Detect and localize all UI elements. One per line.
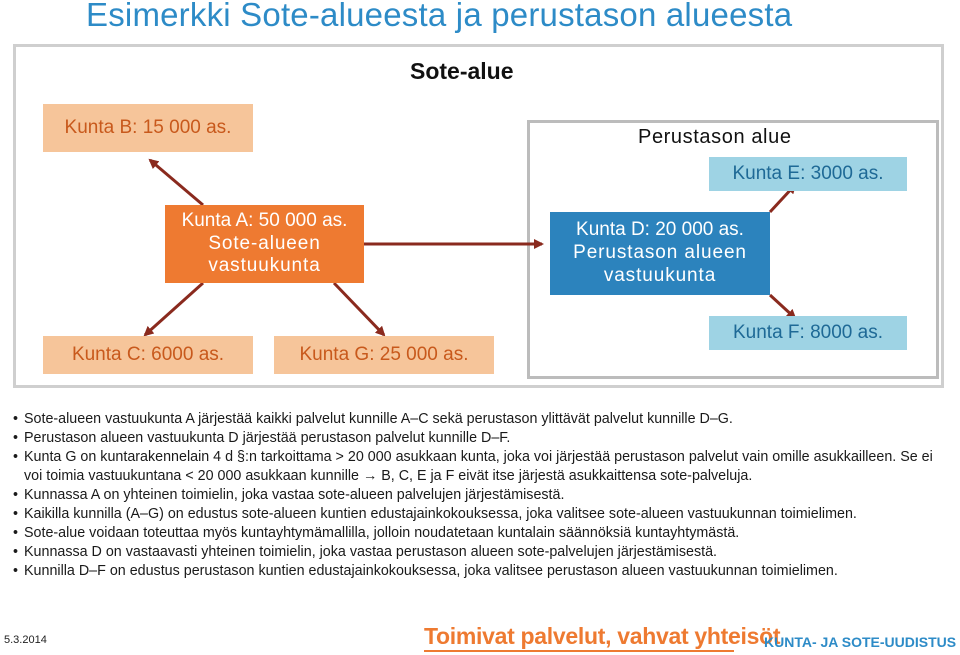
footer-date: 5.3.2014 xyxy=(4,634,47,646)
footer-brand-slogan: Toimivat palvelut, vahvat yhteisöt xyxy=(424,623,781,649)
footer-underline xyxy=(424,650,734,652)
list-item: • Sote-alue voidaan toteuttaa myös kuntayhtymämallilla, jolloin noudatetaan kuntalain säännöksiä kuntayhtymästä. xyxy=(13,524,953,543)
footer-program-tag: KUNTA- JA SOTE-UUDISTUS xyxy=(764,634,957,650)
slide-title: Esimerkki Sote-alueesta ja perustason alueesta xyxy=(86,0,793,33)
kunta-f-label: Kunta F: 8000 as. xyxy=(733,321,883,343)
list-item: • Perustason alueen vastuukunta D järjestää perustason palvelut kunnille D–F. xyxy=(13,429,953,448)
perustason-alue-label: Perustason alue xyxy=(638,126,792,148)
arrow-a-to-g xyxy=(334,283,384,335)
kunta-d-label: Kunta D: 20 000 as. xyxy=(576,219,744,241)
kunta-g-label: Kunta G: 25 000 as. xyxy=(299,343,469,365)
list-item: • Kaikilla kunnilla (A–G) on edustus sote-alueen kuntien edustajainkokouksessa, joka valitsee sote-alueen vastuukunnan toimielimen. xyxy=(13,505,953,524)
kunta-e-label: Kunta E: 3000 as. xyxy=(732,162,884,184)
kunta-e-box xyxy=(709,157,907,191)
arrow-a-to-c xyxy=(145,283,203,335)
kunta-g-box xyxy=(274,336,494,374)
kunta-c-label: Kunta C: 6000 as. xyxy=(71,343,225,365)
list-item: • Kunnassa D on vastaavasti yhteinen toimielin, joka vastaa perustason alueen sote-palvelujen järjestämisestä. xyxy=(13,543,953,562)
arrow-d-to-f xyxy=(770,295,795,318)
kunta-d-role-line1: Perustason alueen xyxy=(573,242,747,264)
kunta-b-box xyxy=(43,104,253,152)
kunta-b-label: Kunta B: 15 000 as. xyxy=(64,116,232,138)
list-item: • Kunta G on kuntarakennelain 4 d §:n tarkoittama > 20 000 asukkaan kunta, joka voi järjestää perustason palvelut vain omille asukkailleen. Se ei voi toimia vastuukuntana < 20 000 asukkaan kunnille → B, C, E ja F eivät itse järjestä asukkaittensa sote-palveluja. xyxy=(13,448,953,486)
kunta-f-box xyxy=(709,316,907,350)
kunta-a-box xyxy=(165,205,364,283)
list-item: • Kunnilla D–F on edustus perustason kuntien edustajainkokouksessa, joka valitsee perustason alueen vastuukunnan toimielimen. xyxy=(13,562,953,581)
kunta-a-role-line2: vastuukunta xyxy=(208,255,321,277)
kunta-d-role-line2: vastuukunta xyxy=(603,264,717,286)
list-item: • Kunnassa A on yhteinen toimielin, joka vastaa sote-alueen palvelujen järjestämisestä. xyxy=(13,486,953,505)
sote-alue-label: Sote-alue xyxy=(410,58,514,84)
kunta-a-label: Kunta A: 50 000 as. xyxy=(181,209,348,231)
kunta-d-box xyxy=(550,212,770,295)
list-item: • Sote-alueen vastuukunta A järjestää kaikki palvelut kunnille A–C sekä perustason ylittävät palvelut kunnille D–G. xyxy=(13,410,953,429)
explanation-list xyxy=(13,410,953,581)
kunta-c-box xyxy=(43,336,253,374)
kunta-a-role-line1: Sote-alueen xyxy=(208,232,321,254)
arrow-a-to-b xyxy=(150,160,203,205)
